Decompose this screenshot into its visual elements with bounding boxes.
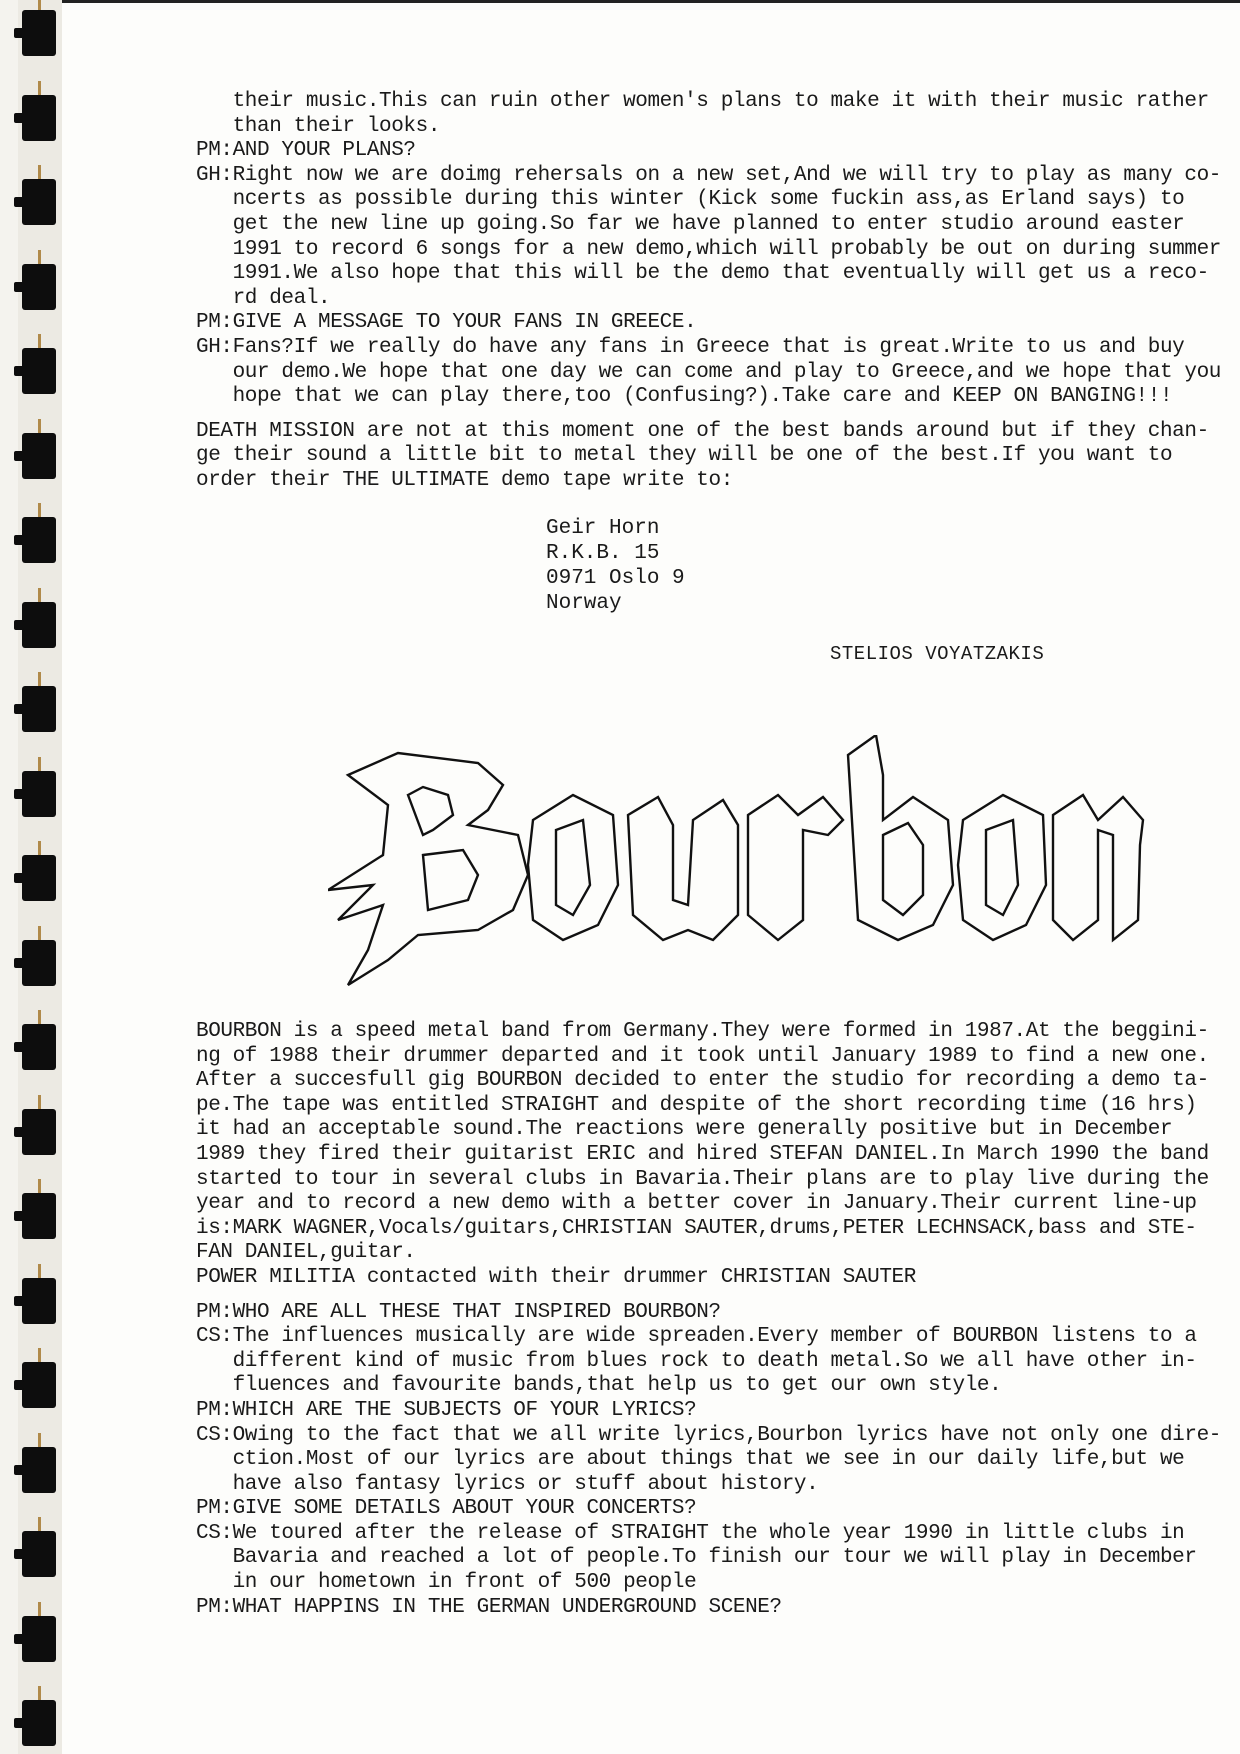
author-byline: STELIOS VOYATZAKIS	[830, 643, 1045, 665]
binding-coil	[22, 517, 56, 563]
interview-question: PM:GIVE A MESSAGE TO YOUR FANS IN GREECE.	[196, 311, 697, 335]
text-line: ge their sound a little bit to metal they will be one of the best.If you want to	[196, 444, 1173, 468]
interview-bourbon	[196, 1020, 1226, 1620]
text-line: 1989 they fired their guitarist ERIC and hired STEFAN DANIEL.In March 1990 the band	[196, 1142, 1209, 1166]
binding-coil	[22, 602, 56, 648]
text-line: 1991.We also hope that this will be the demo that eventually will get us a reco-	[196, 262, 1209, 286]
bourbon-logo-text: Bourbon	[738, 990, 743, 991]
binding-coil	[22, 1447, 56, 1493]
binding-coil	[22, 1700, 56, 1746]
contact-address	[546, 516, 685, 616]
text-line: GH:Right now we are doimg rehersals on a new set,And we will try to play as many co-	[196, 163, 1221, 187]
text-line: ncerts as possible during this winter (Kick some fuckin ass,as Erland says) to	[196, 188, 1185, 212]
interview-question: PM:WHO ARE ALL THESE THAT INSPIRED BOURBON?	[196, 1300, 721, 1324]
binding-coil	[22, 940, 56, 986]
text-line: our demo.We hope that one day we can come and play to Greece,and we hope that you	[196, 360, 1221, 384]
text-line: After a succesfull gig BOURBON decided to enter the studio for recording a demo ta-	[196, 1069, 1209, 1093]
text-line: started to tour in several clubs in Bavaria.Their plans are to play live during the	[196, 1167, 1209, 1191]
text-line: order their THE ULTIMATE demo tape write to:	[196, 468, 733, 492]
text-line: FAN DANIEL,guitar.	[196, 1241, 416, 1265]
text-line: their music.This can ruin other women's plans to make it with their music rather	[196, 90, 1209, 113]
text-line: than their looks.	[196, 114, 441, 138]
text-line: pe.The tape was entitled STRAIGHT and despite of the short recording time (16 hrs)	[196, 1093, 1197, 1117]
text-line: have also fantasy lyrics or stuff about history.	[196, 1472, 819, 1496]
binding-coil	[22, 1024, 56, 1070]
text-line: in our hometown in front of 500 people	[196, 1571, 697, 1595]
text-line: POWER MILITIA contacted with their drummer CHRISTIAN SAUTER	[196, 1265, 916, 1289]
bourbon-logo-art	[328, 735, 1148, 1000]
text-line: year and to record a new demo with a better cover in January.Their current line-up	[196, 1192, 1197, 1216]
binding-coil	[22, 10, 56, 56]
text-line: fluences and favourite bands,that help us to get our own style.	[196, 1374, 1002, 1398]
text-line: CS:We toured after the release of STRAIGHT the whole year 1990 in little clubs in	[196, 1521, 1185, 1545]
text-line: it had an acceptable sound.The reactions were generally positive but in December	[196, 1118, 1173, 1142]
page-top-edge	[0, 0, 1240, 3]
binding-coil	[22, 348, 56, 394]
interview-death-mission	[196, 90, 1226, 494]
interview-question: PM:AND YOUR PLANS?	[196, 139, 416, 163]
address-line: Norway	[546, 592, 622, 615]
text-line: different kind of music from blues rock to death metal.So we all have other in-	[196, 1349, 1197, 1373]
text-line: DEATH MISSION are not at this moment one of the best bands around but if they chan-	[196, 419, 1209, 443]
text-line: 1991 to record 6 songs for a new demo,which will probably be out on during summer	[196, 237, 1221, 261]
binding-coil	[22, 1531, 56, 1577]
text-line: GH:Fans?If we really do have any fans in Greece that is great.Write to us and buy	[196, 335, 1185, 359]
text-line: BOURBON is a speed metal band from Germany.They were formed in 1987.At the beggini-	[196, 1020, 1209, 1043]
text-line: is:MARK WAGNER,Vocals/guitars,CHRISTIAN SAUTER,drums,PETER LECHNSACK,bass and STE-	[196, 1216, 1197, 1240]
text-line: hope that we can play there,too (Confusing?).Take care and KEEP ON BANGING!!!	[196, 385, 1173, 409]
bourbon-logo	[328, 735, 1148, 1000]
binding-coil	[22, 1278, 56, 1324]
binding-coil	[22, 179, 56, 225]
text-line: ction.Most of our lyrics are about things that we see in our daily life,but we	[196, 1448, 1185, 1472]
interview-question: PM:WHICH ARE THE SUBJECTS OF YOUR LYRICS?	[196, 1398, 697, 1422]
interview-question: PM:WHAT HAPPINS IN THE GERMAN UNDERGROUND SCENE?	[196, 1595, 782, 1619]
text-line: CS:Owing to the fact that we all write lyrics,Bourbon lyrics have not only one dire-	[196, 1423, 1221, 1447]
binding-coil	[22, 1362, 56, 1408]
binding-coil	[22, 1616, 56, 1662]
text-line: rd deal.	[196, 286, 331, 310]
text-line: Bavaria and reached a lot of people.To finish our tour we will play in December	[196, 1546, 1197, 1570]
address-line: 0971 Oslo 9	[546, 567, 685, 590]
binding-coil	[22, 1193, 56, 1239]
text-line: CS:The influences musically are wide spreaden.Every member of BOURBON listens to a	[196, 1325, 1197, 1349]
spiral-binding	[0, 0, 62, 1754]
binding-coil	[22, 686, 56, 732]
binding-coil	[22, 771, 56, 817]
text-line: ng of 1988 their drummer departed and it took until January 1989 to find a new one.	[196, 1044, 1209, 1068]
binding-coil	[22, 855, 56, 901]
binding-coil	[22, 1109, 56, 1155]
address-line: Geir Horn	[546, 517, 660, 540]
binding-coil	[22, 433, 56, 479]
binding-coil	[22, 95, 56, 141]
text-line: get the new line up going.So far we have planned to enter studio around easter	[196, 212, 1185, 236]
binding-coil	[22, 264, 56, 310]
interview-question: PM:GIVE SOME DETAILS ABOUT YOUR CONCERTS?	[196, 1497, 697, 1521]
address-line: R.K.B. 15	[546, 542, 660, 565]
